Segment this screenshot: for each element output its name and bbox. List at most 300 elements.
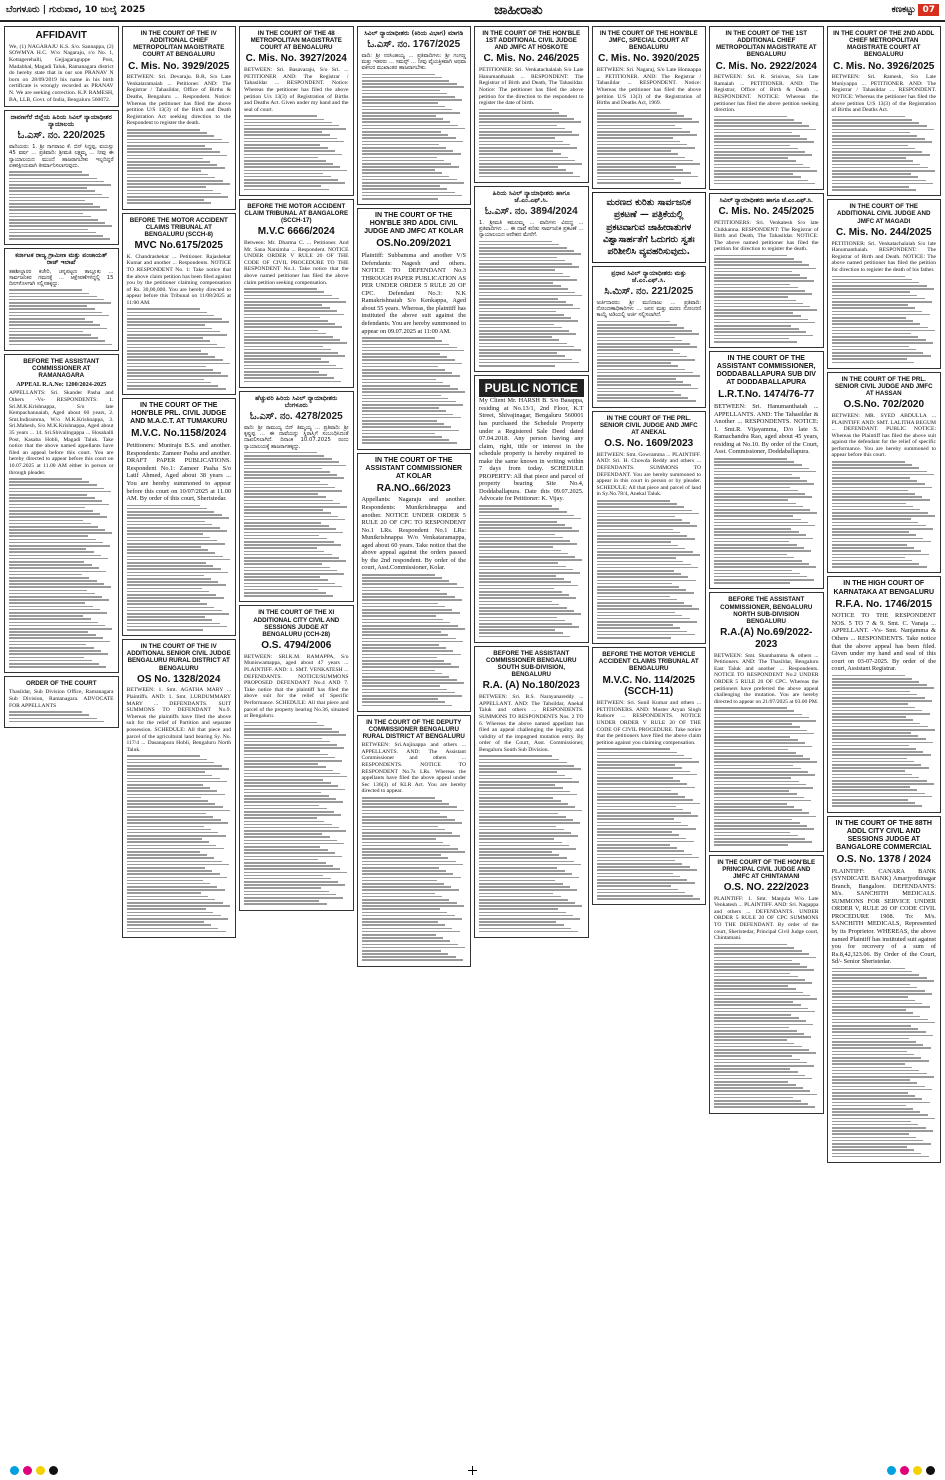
notice-body: BETWEEN: 1. Smt. AGATHA MARY ... Plaintiffs. AND: 1. Smt. LURDUMMARY MARY ... DEFENDANTS. SUIT SUMMONS TO DEFENDANT No.9. Whereas the plaintiffs have filed the above suit for the relief of Partition and separate possession. SCHEDULE: All that piece and parcel of the agricultural land bearing Sy. No. 117/4 ... Dasanapura Hobli, Bengaluru North Taluk. [126,687,231,753]
fine-print-line [714,812,809,814]
fine-print-line [714,790,789,792]
fine-print-line [9,586,111,588]
fine-print-line [362,426,452,428]
fine-print-line [127,896,209,898]
fine-print-block [479,241,584,367]
fine-print-line [9,296,97,298]
fine-print-line [479,566,566,568]
fine-print-line [244,573,344,575]
fine-print-line [479,320,578,322]
fine-print-line [244,374,327,376]
fine-print-line [244,785,338,787]
fine-print-line [597,557,676,559]
fine-print-line [832,339,926,341]
fine-print-line [362,889,459,891]
fine-print-line [362,83,457,85]
fine-print-line [9,513,100,515]
fine-print-line [832,276,905,278]
fine-print-line [244,538,327,540]
fine-print-line [714,758,810,760]
case-number: C. Mis. No. 3926/2025 [833,60,935,72]
fine-print-line [597,141,681,143]
cyan-dot [887,1466,896,1475]
fine-print-line [832,1149,915,1151]
fine-print-line [714,560,802,562]
fine-print-line [127,337,203,339]
fine-print-line [597,369,686,371]
fine-print-line [479,163,582,165]
fine-print-line [479,867,557,869]
column-3 [239,26,354,1456]
fine-print-line [362,902,457,904]
fine-print-line [362,160,445,162]
fine-print-line [362,899,450,901]
fine-print-line [597,391,674,393]
fine-print-line [9,219,98,221]
fine-print-line [362,950,441,952]
fine-print-line [244,291,324,293]
fine-print-line [244,131,322,133]
classifieds-grid [4,26,941,1456]
fine-print-line [362,372,453,374]
fine-print-line [597,169,684,171]
notice-body: BETWEEN: MR. SYED ABDULLA ... PLAINTIFF. AND: SMT. LALITHA BEGUM ... DEFENDANT. PUBLIC NOTICE: Whereas the Plaintiff has filed the above suit against the defendant for the relief of specific performance. You are hereby summoned to appear before this court. [831,412,936,459]
fine-print-line [479,877,579,879]
fine-print-line [832,738,926,740]
fine-print-line [597,803,700,805]
fine-print-line [127,167,225,169]
fine-print-line [597,854,692,856]
fine-print-line [479,759,559,761]
notice-body: PETITIONER: Sri. Venkatachalaiah S/o Late Hanumanthaiah ... RESPONDENT: The Registrar of Birth and Death, The Tahasildar. Notice: The petitioner has filed the above petition for the direction to the respondent to register the date of birth. [479,67,584,107]
court-heading: IN THE COURT OF THE 2ND ADDL CHIEF METROPOLITAN MAGISTRATE COURT AT BENGALURU [833,30,935,59]
fine-print-line [127,762,215,764]
fine-print-line [714,1036,811,1038]
legal-notice-ad [4,354,119,674]
fine-print-line [714,1020,806,1022]
fine-print-line [832,1092,908,1094]
court-heading: ದಾವಣಗೆರೆ ಜಿಲ್ಲೆಯ ಹಿರಿಯ ಸಿವಿಲ್ ನ್ಯಾಯಾಧೀಶರ ನ್ಯಾಯಾಲಯ [10,114,112,129]
court-heading: IN THE COURT OF THE ADDITIONAL CIVIL JUDGE AND JMFC AT MAGADI [837,203,931,225]
fine-print-block [127,308,232,389]
fine-print-line [714,1090,810,1092]
fine-print-line [714,296,788,298]
fine-print-line [479,339,559,341]
fine-print-line [597,365,679,367]
fine-print-line [9,545,110,547]
fine-print-line [127,607,215,609]
fine-print-line [714,280,814,282]
fine-print-line [479,854,559,856]
fine-print-line [362,673,442,675]
fine-print-line [479,288,568,290]
fine-print-line [362,356,448,358]
fine-print-line [9,637,103,639]
fine-print-line [714,160,796,162]
fine-print-line [9,714,89,716]
fine-print-line [479,803,568,805]
fine-print-line [479,250,574,252]
fine-print-line [127,505,200,507]
fine-print-line [832,783,934,785]
fine-print-line [714,752,796,754]
fine-print-line [597,397,689,399]
fine-print-line [714,525,815,527]
fine-print-line [597,137,673,139]
fine-print-line [479,153,561,155]
fine-print-line [362,934,436,936]
column-4 [357,26,472,1456]
fine-print-line [714,1039,787,1041]
fine-print-line [714,1075,805,1077]
fine-print-line [832,748,917,750]
fine-print-line [479,166,558,168]
fine-print-line [244,358,321,360]
legal-notice-ad [474,646,589,938]
fine-print-line [244,811,334,813]
fine-print-line [244,458,332,460]
fine-print-line [244,500,333,502]
fine-print-line [9,602,85,604]
fine-print-line [362,353,440,355]
fine-print-line [714,490,798,492]
fine-print-line [832,132,910,134]
fine-print-line [479,553,568,555]
fine-print-line [127,517,229,519]
fine-print-line [597,500,670,502]
fine-print-line [832,362,915,364]
fine-print-line [479,253,581,255]
case-number: RA.NO..66/2023 [376,482,451,494]
fine-print-line [714,271,792,273]
fine-print-line [244,326,342,328]
fine-print-line [127,142,229,144]
fine-print-line [597,876,681,878]
fine-print-line [832,1133,909,1135]
court-heading: IN THE COURT OF THE HON'BLE JMFC, SPECIAL COURT AT BENGALURU [599,30,698,52]
fine-print-line [479,134,579,136]
fine-print-line [597,841,694,843]
fine-print-line [479,594,569,596]
fine-print-line [714,1046,802,1048]
legal-notice-ad [474,186,589,372]
fine-print-line [832,301,932,303]
fine-print-line [362,826,438,828]
fine-print-line [362,359,455,361]
fine-print-line [479,775,565,777]
fine-print-line [479,610,574,612]
fine-print-line [479,575,556,577]
legal-notice-ad [827,576,942,812]
fine-print-line [832,786,910,788]
fine-print-line [597,381,684,383]
fine-print-line [362,644,439,646]
fine-print-line [127,880,203,882]
legal-notice-ad [592,26,707,189]
fine-print-line [244,452,317,454]
fine-print-line [597,777,673,779]
fine-print-line [362,800,442,802]
fine-print-line [127,375,228,377]
fine-print-line [9,235,103,237]
yellow-dot [913,1466,922,1475]
fine-print-line [714,723,792,725]
fine-print-line [832,1156,929,1158]
fine-print-line [9,315,109,317]
registration-marks-right [887,1466,935,1475]
fine-print-line [362,169,435,171]
fine-print-line [832,119,912,121]
fine-print-line [362,838,436,840]
fine-print-line [9,213,83,215]
fine-print-line [362,921,438,923]
fine-print-block [714,116,819,185]
fine-print-line [362,93,448,95]
fine-print-block [479,755,584,932]
print-registration-marks [0,1460,945,1480]
fine-print-line [479,282,553,284]
fine-print-line [362,622,451,624]
fine-print-line [714,1103,808,1105]
fine-print-line [362,705,453,707]
fine-print-line [362,654,461,656]
fine-print-line [479,343,567,345]
fine-print-line [479,241,552,243]
fine-print-line [9,302,111,304]
fine-print-line [362,112,460,114]
fine-print-line [9,615,83,617]
fine-print-line [362,580,450,582]
fine-print-line [714,268,816,270]
fine-print-line [832,796,932,798]
fine-print-line [362,185,440,187]
fine-print-line [244,900,319,902]
fine-print-line [832,534,917,536]
fine-print-line [714,496,812,498]
fine-print-line [714,303,803,305]
fine-print-line [714,261,802,263]
fine-print-line [479,508,559,510]
fine-print-line [597,755,685,757]
fine-print-line [9,535,88,537]
crosshair-icon [468,1466,477,1475]
fine-print-line [597,510,692,512]
fine-print-line [244,798,336,800]
fine-print-line [127,861,222,863]
fine-print-line [714,1097,793,1099]
fine-print-line [9,299,104,301]
fine-print-line [832,554,929,556]
case-subheading: APPEAL R.A.No: 1200/2024-2025 [16,381,107,389]
fine-print-line [832,311,923,313]
fine-print-line [362,896,442,898]
fine-print-line [714,557,794,559]
fine-print-line [9,548,86,550]
fine-print-line [597,163,700,165]
fine-print-line [832,173,911,175]
fine-print-line [714,579,814,581]
fine-print-line [244,836,330,838]
fine-print-line [714,800,811,802]
fine-print-line [127,822,228,824]
fine-print-line [244,827,339,829]
fine-print-line [714,966,807,968]
fine-print-line [714,1024,813,1026]
fine-print-line [597,384,691,386]
fine-print-line [714,341,797,343]
fine-print-line [479,530,579,532]
fine-print-line [244,731,339,733]
fine-print-line [832,503,906,505]
fine-print-line [127,559,230,561]
fine-print-line [362,574,435,576]
fine-print-line [479,121,581,123]
fine-print-line [832,320,914,322]
fine-print-line [479,848,576,850]
fine-print-line [127,372,221,374]
fine-print-line [127,603,207,605]
case-number: R.A. (A) No.180/2023 [482,680,580,692]
fine-print-line [479,276,570,278]
fine-print-line [9,516,107,518]
fine-print-line [597,596,670,598]
fine-print-line [244,833,322,835]
fine-print-line [244,856,342,858]
fine-print-line [362,366,438,368]
fine-print-line [362,628,465,630]
fine-print-line [9,583,104,585]
court-heading: BEFORE THE ASSISTANT COMMISSIONER BENGALURU SOUTH SUB-DIVISION, BENGALURU [486,649,577,679]
fine-print-line [832,971,912,973]
fine-print-line [479,604,559,606]
fine-print-line [362,692,455,694]
fine-print-line [9,238,110,240]
court-heading: BEFORE THE MOTOR ACCIDENT CLAIM TRIBUNAL AT BANGALORE (SCCH-17) [244,202,349,225]
fine-print-line [127,584,226,586]
fine-print-line [832,288,934,290]
fine-print-line [244,160,326,162]
fine-print-line [597,857,699,859]
fine-print-line [479,585,578,587]
fine-print-line [9,216,91,218]
fine-print-line [244,576,320,578]
fine-print-line [362,650,454,652]
legal-notice-ad [239,605,354,910]
fine-print-line [127,591,210,593]
fine-print-line [9,529,105,531]
fine-print-line [127,581,219,583]
fine-print-line [244,314,344,316]
fine-print-line [597,761,699,763]
fine-print-line [244,881,338,883]
fine-print-line [597,885,671,887]
fine-print-line [127,321,229,323]
fine-print-line [362,679,457,681]
fine-print-line [479,813,558,815]
fine-print-line [597,573,682,575]
fine-print-line [362,583,457,585]
fine-print-line [832,993,932,995]
fine-print-line [714,1065,814,1067]
yellow-dot [36,1466,45,1475]
fine-print-line [714,468,809,470]
fine-print-line [362,420,437,422]
case-number: ಓ.ಎಸ್. ನಂ. 1767/2025 [367,39,461,51]
fine-print-line [244,512,331,514]
fine-print-line [244,141,344,143]
fine-print-line [127,148,213,150]
fine-print-line [832,1070,920,1072]
fine-print-line [362,641,463,643]
masthead-edition-name: ಕಣಕಟ್ಟು [891,5,916,15]
fine-print-line [714,1100,801,1102]
fine-print-line [832,987,918,989]
fine-print-line [9,721,104,723]
fine-print-line [597,892,686,894]
fine-print-line [9,478,82,480]
fine-print-line [244,506,347,508]
fine-print-line [479,511,567,513]
fine-print-line [9,308,95,310]
fine-print-line [244,342,347,344]
fine-print-line [9,711,82,713]
fine-print-line [127,388,226,390]
fine-print-line [362,436,442,438]
fine-print-line [9,520,83,522]
fine-print-line [9,542,103,544]
fine-print-line [714,138,807,140]
fine-print-block [9,478,114,668]
fine-print-line [244,757,335,759]
fine-print-line [714,167,810,169]
fine-print-line [244,288,317,290]
fine-print-line [9,178,97,180]
fine-print-line [597,602,685,604]
fine-print-line [714,1033,804,1035]
fine-print-line [479,273,563,275]
fine-print-line [127,183,230,185]
legal-notice-ad [709,351,824,589]
fine-print-line [714,145,790,147]
fine-print-line [597,748,670,750]
fine-print-line [714,258,794,260]
fine-print-line [127,594,217,596]
fine-print-line [832,1102,930,1104]
court-heading: ಹಿರಿಯ ಸಿವಿಲ್ ನ್ಯಾಯಾಧೀಶರು ಹಾಗೂ ಜೆ.ಎಂ.ಎಫ್.ಸಿ. [492,189,570,204]
fine-print-line [714,151,805,153]
fine-print-line [127,794,225,796]
fine-print-line [597,752,677,754]
case-number: O.S. NO. 222/2023 [723,881,809,893]
fine-print-line [832,531,909,533]
fine-print-line [362,689,448,691]
fine-print-line [127,353,209,355]
fine-print-line [479,826,556,828]
fine-print-line [244,522,321,524]
fine-print-line [479,636,570,638]
fine-print-line [597,166,676,168]
fine-print-line [832,148,916,150]
fine-print-line [362,813,440,815]
fine-print-line [597,576,689,578]
fine-print-line [714,522,808,524]
fine-print-line [362,819,455,821]
fine-print-line [714,477,800,479]
fine-print-line [832,770,905,772]
fine-print-line [479,311,556,313]
fine-print-line [362,398,449,400]
case-number: O.S.No. 702/2020 [843,399,925,411]
